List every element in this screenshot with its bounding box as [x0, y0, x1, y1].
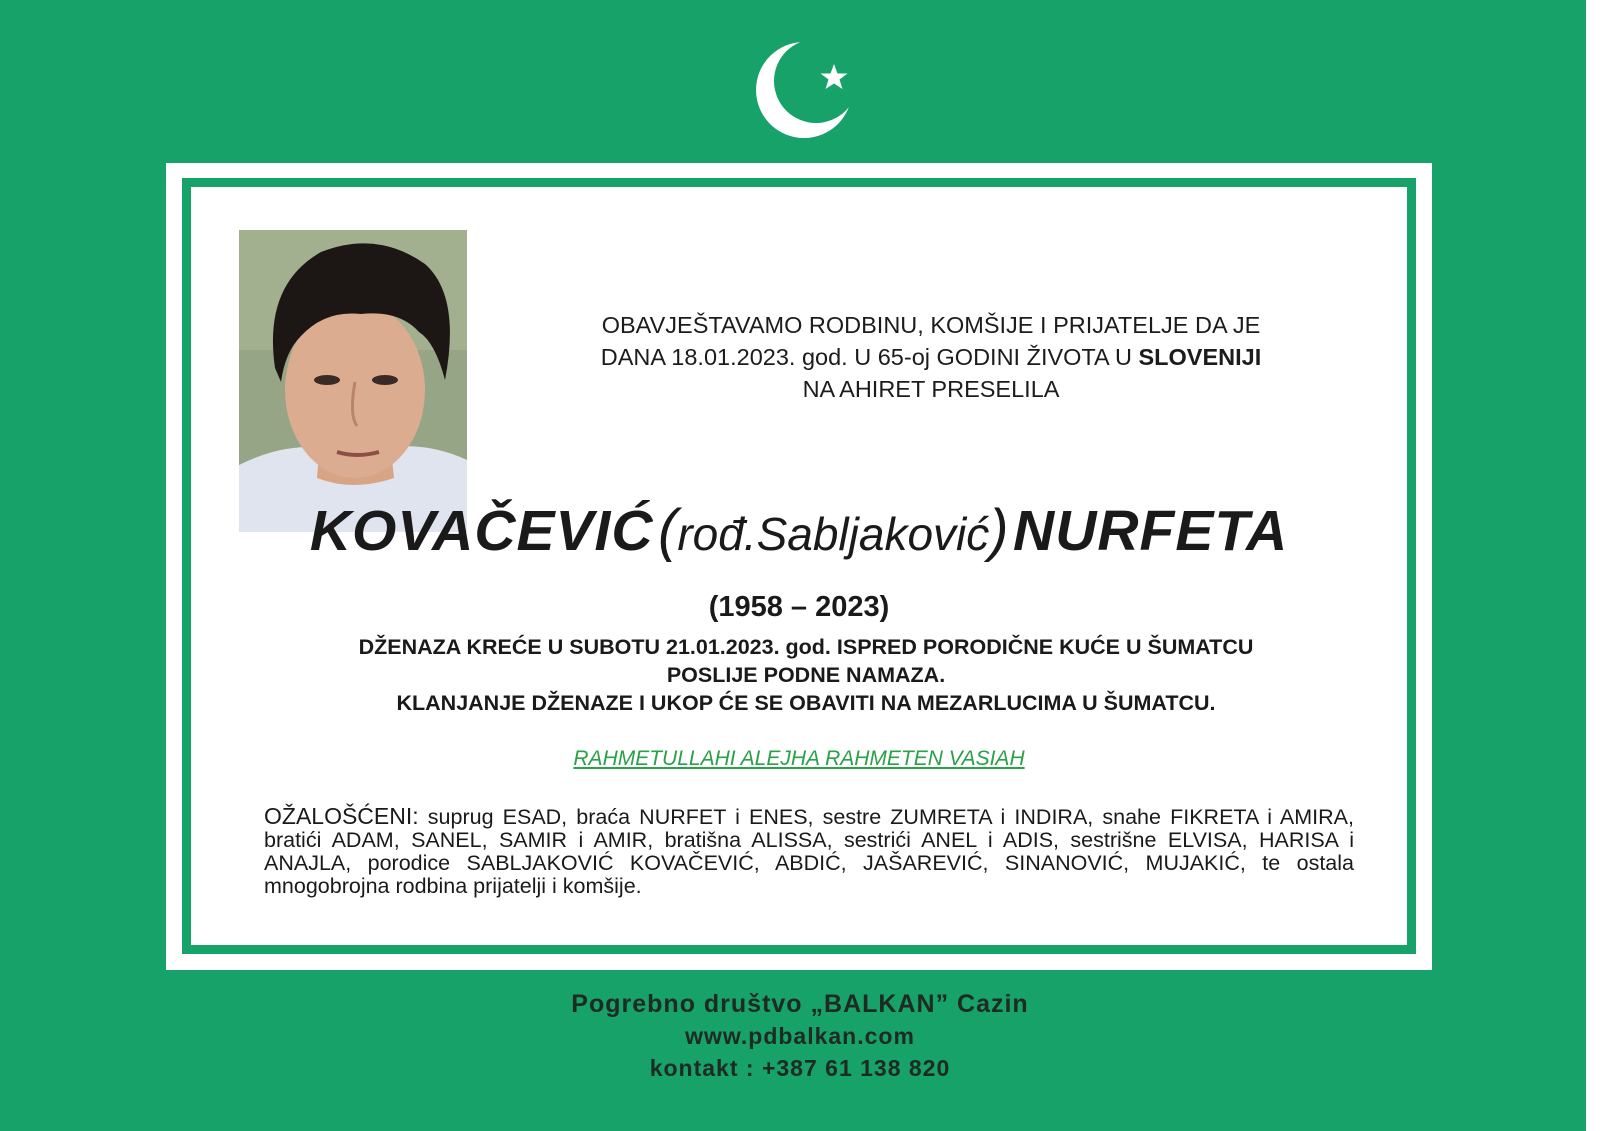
website-link[interactable]: www.pdbalkan.com [685, 1023, 915, 1049]
announcement-line-1: OBAVJEŠTAVAMO RODBINU, KOMŠIJE I PRIJATELJE DA JE [601, 312, 1261, 338]
paren-open: ( [657, 498, 678, 563]
mourners-label: OŽALOŠĆENI: [264, 803, 419, 829]
portrait-photo [239, 230, 467, 532]
first-name: NURFETA [1013, 499, 1289, 563]
surname: KOVAČEVIĆ [309, 499, 654, 563]
mourners [264, 805, 1354, 898]
funeral-line-2: POSLIJE PODNE NAMAZA. [666, 663, 946, 687]
announcement-line-2-text: DANA 18.01.2023. god. U 65-oj GODINI ŽIVOTA U [600, 344, 1139, 370]
announcement-country: SLOVENIJI [1138, 344, 1262, 370]
company-name: Pogrebno društvo „BALKAN” Cazin [571, 990, 1029, 1018]
funeral-line-1: DŽENAZA KREĆE U SUBOTU 21.01.2023. god. ISPRED PORODIČNE KUĆE U ŠUMATCU [358, 635, 1254, 659]
contact-phone: kontakt : +387 61 138 820 [649, 1055, 951, 1081]
scan-edge [1586, 0, 1600, 1131]
funeral-home-footer [0, 988, 1600, 1084]
announcement-line-3: NA AHIRET PRESELILA [802, 376, 1060, 402]
funeral-details [286, 633, 1326, 717]
paren-close: ) [989, 498, 1009, 563]
deceased-name [166, 497, 1432, 564]
mourners-list: suprug ESAD, braća NURFET i ENES, sestre ZUMRETA i INDIRA, snahe FIKRETA i AMIRA, bratići ADAM, SANEL, SAMIR i AMIR, bratišna ALISSA, sestrići ANEL i ADIS, sestrišne ELVISA, HARISA i ANAJLA, porodice SABLJAKOVIĆ KOVAČEVIĆ, ABDIĆ, JAŠAREVIĆ, SINANOVIĆ, MUJAKIĆ, te ostala mnogobrojna rodbina prijatelji i komšije. [264, 805, 1354, 898]
announcement [501, 309, 1361, 405]
funeral-line-3: KLANJANJE DŽENAZE I UKOP ĆE SE OBAVITI NA MEZARLUCIMA U ŠUMATCU. [396, 691, 1216, 715]
notice-card [166, 163, 1432, 970]
announcement-line-2 [501, 341, 1361, 373]
crescent-star-icon [756, 36, 866, 146]
prayer-text: RAHMETULLAHI ALEJHA RAHMETEN VASIAH [573, 747, 1025, 770]
life-years: (1958 – 2023) [708, 591, 890, 623]
maiden-name: rođ.Sabljaković [677, 508, 990, 560]
